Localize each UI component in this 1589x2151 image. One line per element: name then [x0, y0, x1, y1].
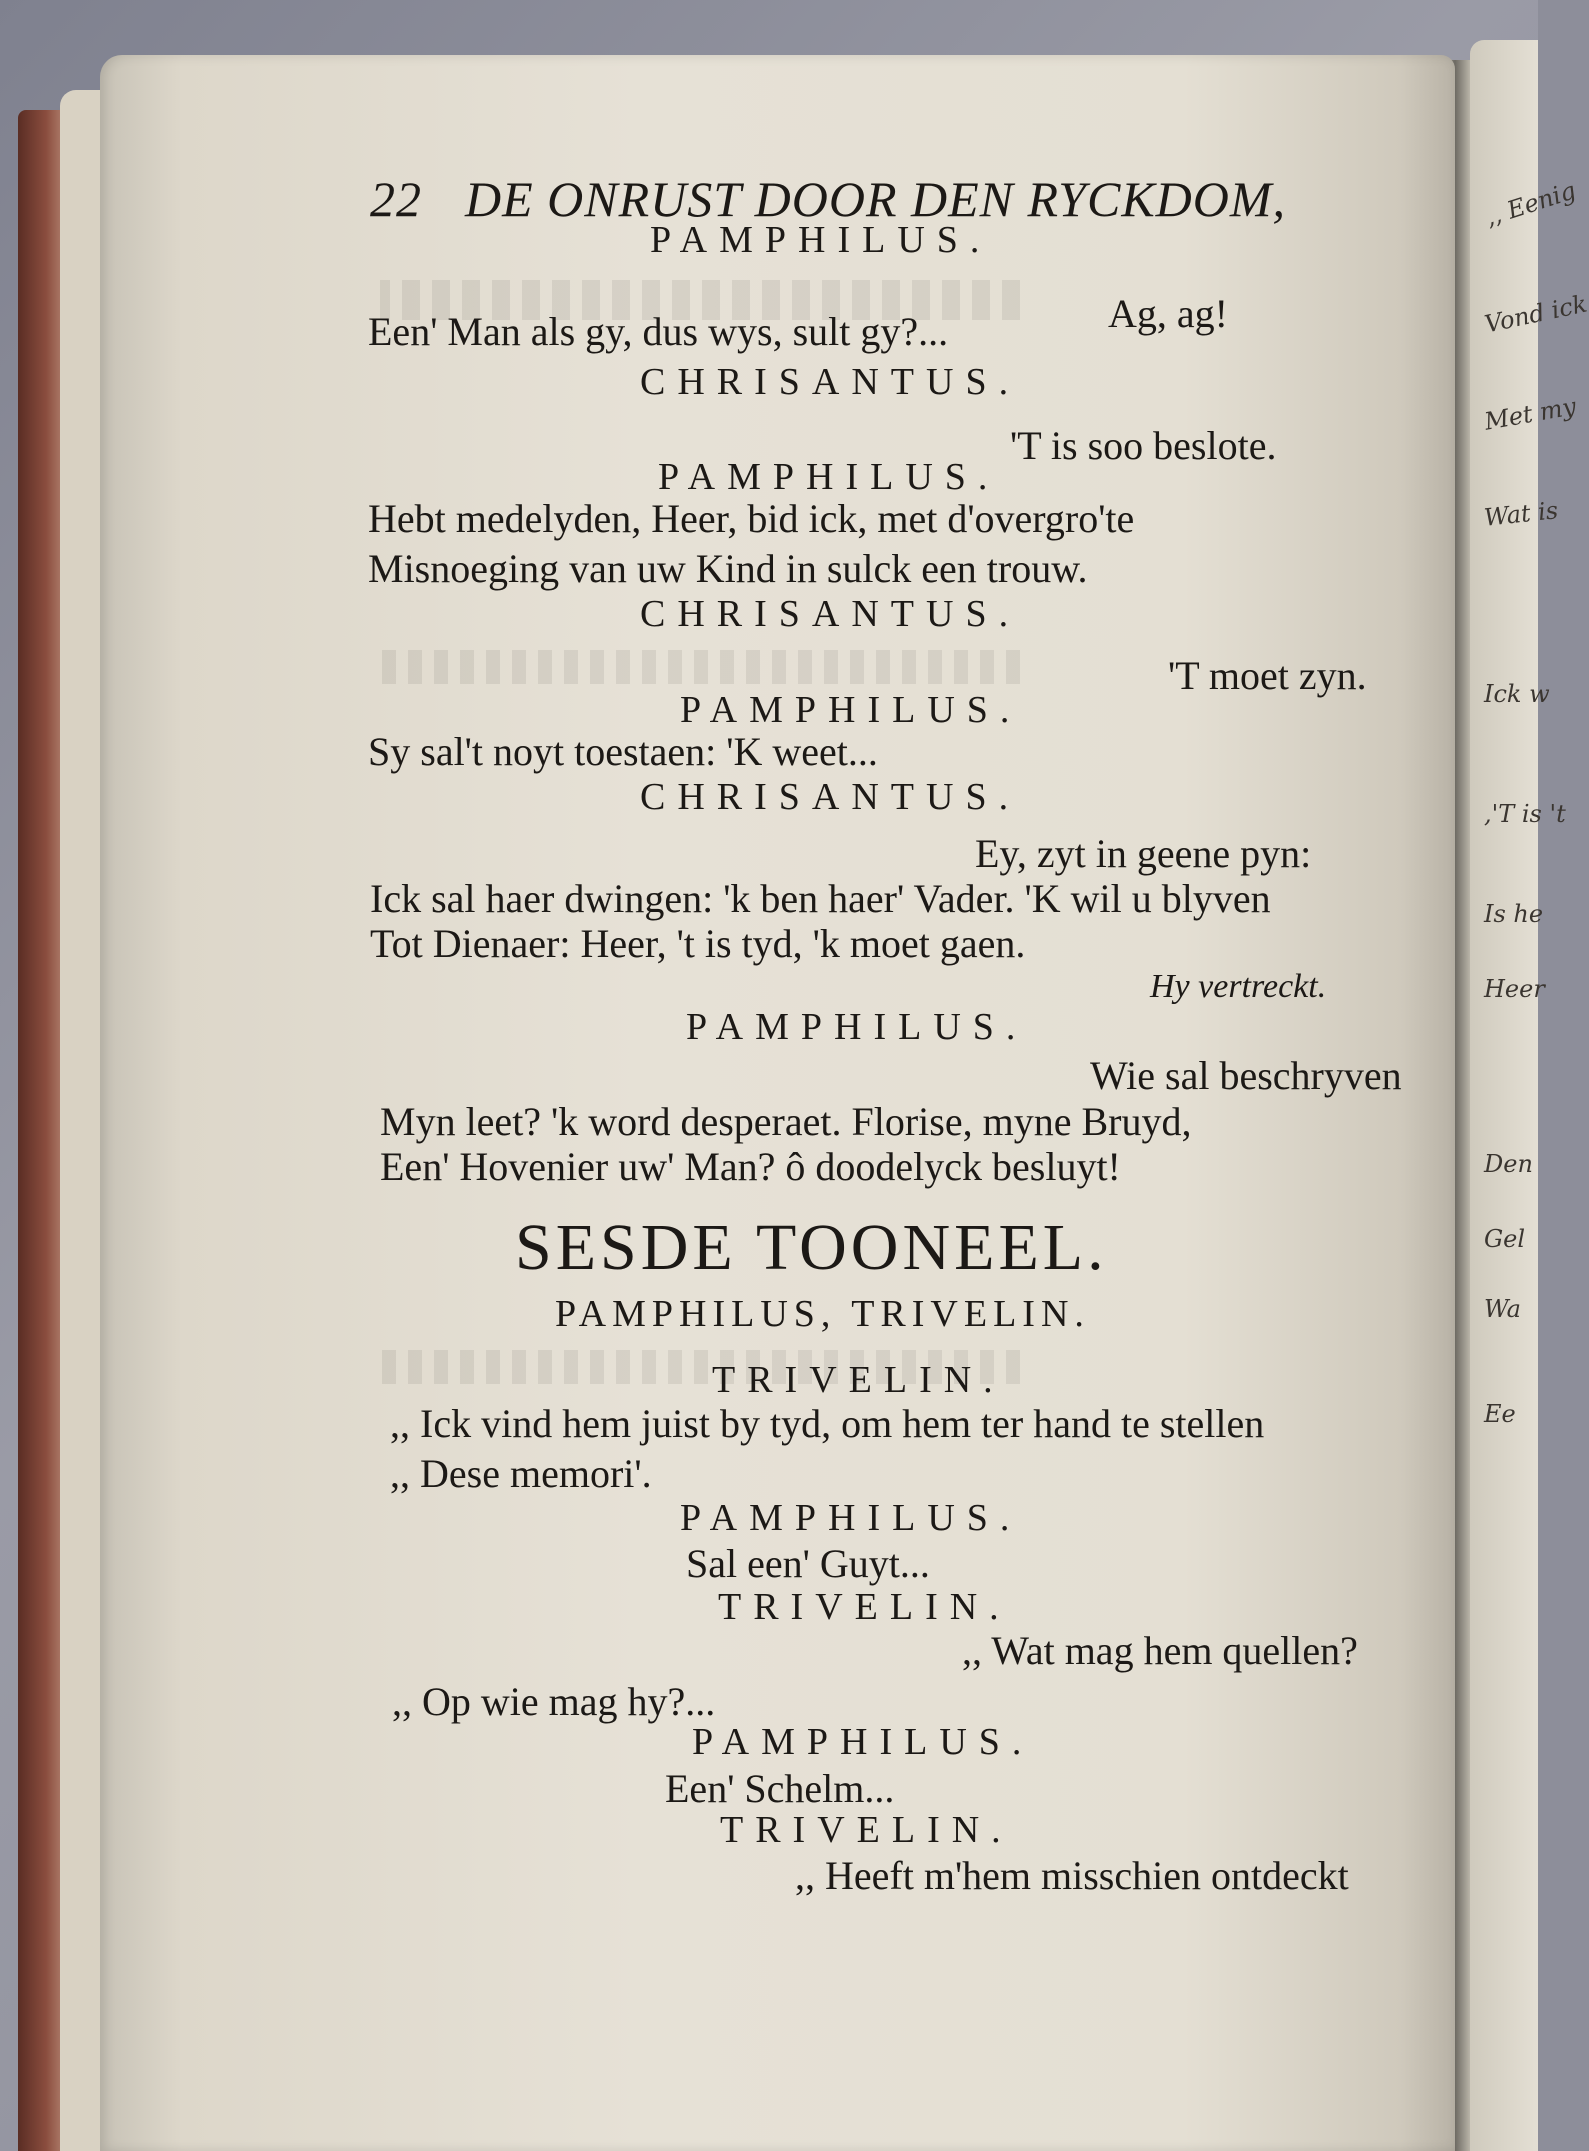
verse-line: ,, Dese memori'.	[390, 1451, 652, 1496]
facing-page-fragment: Den	[1484, 1150, 1533, 1178]
verse-line: Een' Hovenier uw' Man? ô doodelyck besluyt!	[380, 1144, 1121, 1189]
speaker-label: PAMPHILUS.	[658, 456, 1000, 498]
speaker-label: PAMPHILUS.	[650, 219, 992, 261]
speaker-label: PAMPHILUS.	[686, 1006, 1028, 1048]
facing-page-fragment: Vond ick	[1482, 289, 1589, 339]
verse-line: 'T is soo beslote.	[1010, 423, 1277, 468]
verse-line: Ag, ag!	[1108, 291, 1228, 336]
verse-line: Ick sal haer dwingen: 'k ben haer' Vader. 'K wil u blyven	[370, 876, 1271, 921]
facing-page-fragment: Wat is	[1482, 496, 1560, 532]
speaker-label: CHRISANTUS.	[640, 776, 1021, 818]
facing-page-fragment: Ee	[1484, 1400, 1516, 1428]
page-number: 22	[370, 171, 422, 227]
facing-page-fragment: Ick w	[1484, 680, 1550, 708]
verse-line: Misnoeging van uw Kind in sulck een trouw.	[368, 546, 1088, 591]
speaker-label: CHRISANTUS.	[640, 361, 1021, 403]
cast-list: PAMPHILUS, TRIVELIN.	[555, 1293, 1090, 1335]
speaker-label: TRIVELIN.	[720, 1809, 1013, 1851]
facing-page-fragment: Gel	[1484, 1225, 1526, 1253]
running-head: DE ONRUST DOOR DEN RYCKDOM,	[465, 171, 1287, 227]
facing-page-fragment: Met my	[1482, 392, 1579, 436]
verse-line: Wie sal beschryven	[1090, 1053, 1402, 1098]
facing-page-fragment: ,'T is 't	[1484, 800, 1566, 828]
speaker-label: PAMPHILUS.	[680, 1497, 1022, 1539]
verse-line: ,, Wat mag hem quellen?	[962, 1628, 1358, 1673]
facing-page	[1470, 40, 1589, 2151]
speaker-label: TRIVELIN.	[718, 1586, 1011, 1628]
verse-line: ,, Op wie mag hy?...	[392, 1679, 716, 1724]
speaker-label: PAMPHILUS.	[680, 689, 1022, 731]
facing-page-fragment: Is he	[1484, 900, 1544, 928]
verse-line: Myn leet? 'k word desperaet. Florise, myne Bruyd,	[380, 1099, 1192, 1144]
verse-line: Een' Man als gy, dus wys, sult gy?...	[368, 309, 949, 354]
verse-line: Een' Schelm...	[665, 1766, 895, 1811]
verse-line: 'T moet zyn.	[1168, 653, 1367, 698]
stage-direction: Hy vertreckt.	[1150, 968, 1327, 1005]
facing-page-fragment: Wa	[1484, 1295, 1521, 1323]
show-through-texture	[380, 650, 1020, 684]
verse-line: Ey, zyt in geene pyn:	[975, 831, 1312, 876]
speaker-label: PAMPHILUS.	[692, 1721, 1034, 1763]
verse-line: Sy sal't noyt toestaen: 'K weet...	[368, 729, 878, 774]
scene-title: SESDE TOONEEL.	[515, 1211, 1108, 1284]
speaker-label: CHRISANTUS.	[640, 593, 1021, 635]
verse-line: ,, Heeft m'hem misschien ontdeckt	[795, 1853, 1349, 1898]
verse-line: Sal een' Guyt...	[686, 1541, 930, 1586]
verse-line: Hebt medelyden, Heer, bid ick, met d'overgro'te	[368, 496, 1135, 541]
facing-page-fragment: ,, Eenig	[1481, 176, 1580, 232]
verse-line: ,, Ick vind hem juist by tyd, om hem ter hand te stellen	[390, 1401, 1265, 1446]
speaker-label: TRIVELIN.	[712, 1359, 1005, 1401]
verse-line: Tot Dienaer: Heer, 't is tyd, 'k moet gaen.	[370, 921, 1026, 966]
facing-page-fragment: Heer	[1484, 975, 1545, 1003]
